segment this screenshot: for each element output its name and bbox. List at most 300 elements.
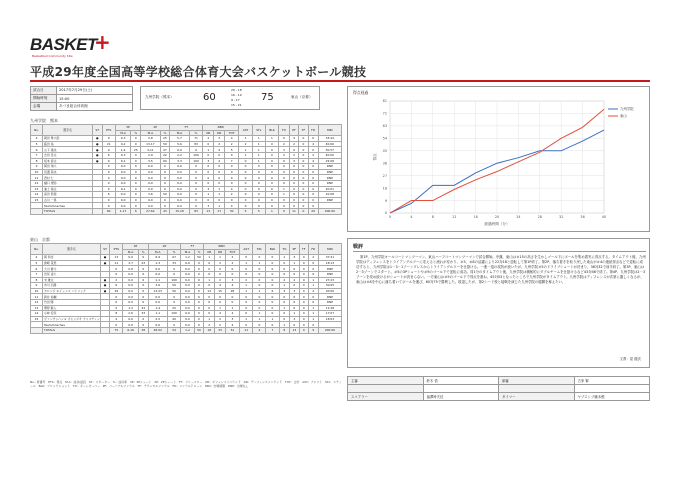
totals-row <box>31 327 342 333</box>
stat-cell: 0 <box>215 294 226 300</box>
stat-cell: 0-3 <box>115 152 131 158</box>
stat-cell: 0 <box>203 164 214 170</box>
stat-cell: 0-0 <box>170 175 189 181</box>
total-cell: TOTALS <box>42 327 100 333</box>
player-row <box>31 316 342 322</box>
stat-cell: 27 <box>160 147 170 153</box>
stat-cell: 1 <box>204 255 215 261</box>
stat-cell: 100 <box>167 311 180 317</box>
x-tick-label: 28 <box>537 215 542 219</box>
stat-cell: 4 <box>308 141 318 147</box>
stat-cell: 0-2 <box>115 141 131 147</box>
x-tick-label: 24 <box>516 215 521 219</box>
stat-cell: 7 <box>31 271 43 277</box>
stat-cell: 1-1 <box>148 311 167 317</box>
official-name: ヤブスシブ藤本俊 <box>574 393 650 401</box>
x-tick-label: 8 <box>431 215 434 219</box>
column-header: RBD <box>203 125 239 131</box>
stat-cell: 0-0 <box>115 197 131 203</box>
stat-cell: 0 <box>102 180 115 186</box>
stat-cell: 1 <box>252 158 265 164</box>
stat-cell: 1 <box>239 316 253 322</box>
stat-cell: 0 <box>225 294 239 300</box>
stat-cell: 0 <box>252 169 265 175</box>
stat-cell: 0 <box>102 175 115 181</box>
game-commentary <box>347 238 650 368</box>
stat-cell: 0 <box>204 260 215 266</box>
stat-cell: 0 <box>102 203 115 209</box>
stat-cell: 0 <box>225 299 239 305</box>
stat-cell: 0 <box>266 322 279 328</box>
total-cell: 11 <box>289 208 299 214</box>
stat-cell: 0-0 <box>181 294 194 300</box>
x-tick-label: 32 <box>559 215 564 219</box>
stat-cell: 1 <box>265 136 278 142</box>
stat-cell: 0-0 <box>141 197 160 203</box>
stat-cell: 2 <box>225 255 239 261</box>
stat-cell: 6 <box>102 152 115 158</box>
x-axis-label: 経過時間（分） <box>484 222 510 226</box>
stat-cell: 小林 宏亮 <box>42 311 100 317</box>
stat-cell: 0 <box>110 294 123 300</box>
stat-cell: 0 <box>266 283 279 289</box>
stat-cell: 56 <box>167 288 180 294</box>
stat-cell: 0-0 <box>170 147 189 153</box>
stat-cell: 0 <box>215 271 226 277</box>
total-cell <box>93 208 103 214</box>
stat-cell: 0 <box>138 283 148 289</box>
stat-cell: 0 <box>102 186 115 192</box>
stat-cell: 0-0 <box>123 271 139 277</box>
stat-cell: 0 <box>265 175 278 181</box>
column-header: 3P <box>123 244 148 250</box>
stat-cell: 6 <box>308 136 318 142</box>
stat-cell: 1 <box>203 192 214 198</box>
stat-cell: 0 <box>308 294 318 300</box>
column-header: MIN <box>318 125 341 136</box>
stat-cell: 0 <box>203 152 214 158</box>
total-cell: 54 <box>167 327 180 333</box>
stat-cell: 0-0 <box>115 180 131 186</box>
stat-cell: 9 <box>31 283 43 289</box>
stat-cell: 50 <box>160 192 170 198</box>
stat-cell: 高田 悠徳 <box>43 192 93 198</box>
stat-cell: 0 <box>299 316 308 322</box>
stat-cell: 2 <box>203 136 214 142</box>
stat-cell: 0 <box>308 186 318 192</box>
stat-cell: 0 <box>160 203 170 209</box>
column-header: 2P <box>148 244 181 250</box>
stat-cell: 0 <box>189 175 203 181</box>
column-header: FT <box>181 244 204 250</box>
stat-cell: 0 <box>299 158 308 164</box>
title-divider <box>30 80 650 82</box>
stat-cell: 0-0 <box>181 305 194 311</box>
stat-cell: 0-0 <box>170 169 189 175</box>
column-header: No. <box>31 125 43 136</box>
stat-cell: DNP <box>318 266 341 272</box>
stat-cell: 13-17 <box>141 141 160 147</box>
stat-cell: 11 <box>31 294 43 300</box>
stat-cell: 0-0 <box>141 186 160 192</box>
stat-cell: 18:03 <box>318 316 341 322</box>
stat-cell: 22 <box>160 152 170 158</box>
logo-plus: + <box>94 30 111 54</box>
stat-cell: 市川 弘陽 <box>42 283 100 289</box>
stat-cell: 0 <box>204 311 215 317</box>
stat-cell: 10:08 <box>318 192 341 198</box>
stat-cell: 1 <box>239 288 253 294</box>
stat-cell: 0 <box>239 299 253 305</box>
stat-cell: 0 <box>131 203 141 209</box>
stat-cell: 0 <box>289 180 299 186</box>
column-header: PF <box>290 244 300 255</box>
stat-cell: 11 <box>31 175 43 181</box>
stat-cell: 0 <box>204 305 215 311</box>
stat-cell: 0 <box>225 271 239 277</box>
stat-cell: 0 <box>290 271 300 277</box>
y-tick-label: 81 <box>382 99 387 104</box>
stat-cell: 0 <box>204 283 215 289</box>
official-name: 福澤時夫佳 <box>423 393 499 401</box>
stat-cell: 0 <box>204 271 215 277</box>
stat-cell: 13 <box>204 288 215 294</box>
stat-cell: ● <box>93 136 103 142</box>
totals-row <box>31 208 342 214</box>
stat-cell: 8 <box>110 311 123 317</box>
stat-cell: 2 <box>289 152 299 158</box>
quarter-scores <box>231 88 242 108</box>
column-header: 選手名 <box>42 244 100 255</box>
total-cell: 200:00 <box>318 208 341 214</box>
stat-cell: 古川 一晃 <box>43 197 93 203</box>
stat-cell: 0 <box>253 299 266 305</box>
column-header: BLK <box>265 125 278 136</box>
stat-cell: 3 <box>279 147 289 153</box>
stat-cell: 0 <box>299 255 308 261</box>
stat-cell: 1 <box>239 152 253 158</box>
stat-cell: 0 <box>110 266 123 272</box>
stat-cell: 9 <box>102 158 115 164</box>
stat-cell: 5 <box>239 255 253 261</box>
stat-cell: 1-3 <box>123 305 139 311</box>
stat-cell: 0 <box>279 164 289 170</box>
stat-cell: 0 <box>160 197 170 203</box>
stat-cell: 6 <box>102 192 115 198</box>
stat-cell: 40:00 <box>318 288 341 294</box>
stat-cell: 2 <box>308 255 318 261</box>
y-tick-label: 63 <box>382 124 387 129</box>
y-tick-label: 36 <box>382 161 387 166</box>
stat-cell: 0 <box>239 266 253 272</box>
stat-cell: 1-3 <box>148 260 167 266</box>
total-cell: 38 <box>138 327 148 333</box>
y-tick-label: 54 <box>382 136 387 141</box>
stat-cell: 3 <box>290 255 300 261</box>
stat-cell: 3 <box>203 186 214 192</box>
stat-cell: 西村 仁 <box>43 175 93 181</box>
column-subheader: OR <box>203 130 214 136</box>
stat-cell: 1-1 <box>148 277 167 283</box>
stat-cell: 3 <box>214 136 225 142</box>
stat-cell: 0 <box>279 311 289 317</box>
quarter-score: 15 - 21 <box>231 103 242 107</box>
stat-cell: 9 <box>102 136 115 142</box>
stat-cell: 1 <box>279 192 289 198</box>
stat-cell: 0 <box>308 271 318 277</box>
stat-cell: 0 <box>308 322 318 328</box>
stat-cell: 田尻 凌大 <box>42 271 100 277</box>
stat-cell: カロンジ ホイェンス パトリック <box>42 288 100 294</box>
stat-cell: 0 <box>289 169 299 175</box>
column-subheader: M-A <box>170 130 189 136</box>
stat-cell: 0 <box>194 305 204 311</box>
stat-cell: 5 <box>31 260 43 266</box>
official-role: タイマー <box>499 393 575 401</box>
commentary-divider <box>353 251 646 252</box>
total-cell: 75 <box>110 327 123 333</box>
stat-cell: 0 <box>299 186 308 192</box>
stat-cell: 0-0 <box>181 260 194 266</box>
total-cell: 8 <box>279 327 289 333</box>
site-logo <box>30 30 111 58</box>
stat-cell: 2 <box>279 277 289 283</box>
stat-cell: DNP <box>318 175 341 181</box>
stat-cell: 0 <box>214 175 225 181</box>
stat-cell: 0 <box>265 147 278 153</box>
stat-cell: 33 <box>167 260 180 266</box>
info-key: 試合日 <box>31 87 57 95</box>
stat-cell: 13 <box>31 305 43 311</box>
stat-cell: 0 <box>299 197 308 203</box>
stat-cell: 3-7 <box>123 260 139 266</box>
stat-cell: 1 <box>239 260 253 266</box>
stat-cell: 0 <box>189 180 203 186</box>
stat-cell: 0 <box>279 266 289 272</box>
game-info-table <box>30 86 133 111</box>
y-tick-label: 0 <box>384 211 387 216</box>
total-cell: 0 <box>299 327 308 333</box>
stat-cell: 1 <box>252 152 265 158</box>
stat-cell: 7 <box>31 152 43 158</box>
stat-cell: 2 <box>215 260 226 266</box>
stat-cell: 0 <box>299 169 308 175</box>
total-cell: 6 <box>131 208 141 214</box>
total-cell: 4 <box>253 327 266 333</box>
officials-table <box>347 376 650 401</box>
official-role: 主審 <box>348 377 424 385</box>
column-header: STL <box>253 244 266 255</box>
stat-cell: ● <box>100 255 109 261</box>
stat-cell: 0 <box>266 311 279 317</box>
stat-cell: 0 <box>279 271 289 277</box>
stat-cell: 0 <box>308 197 318 203</box>
stat-cell: 40:00 <box>318 152 341 158</box>
stat-cell: 0 <box>289 186 299 192</box>
stat-cell: 1-4 <box>115 147 131 153</box>
stat-cell: 0 <box>204 294 215 300</box>
stat-cell: 0 <box>252 180 265 186</box>
stat-cell: 3 <box>289 158 299 164</box>
stat-cell: 0 <box>290 299 300 305</box>
stat-cell: 0-0 <box>123 294 139 300</box>
scoreboard <box>140 86 320 110</box>
stat-cell: 0-0 <box>148 299 167 305</box>
stat-cell: 0-0 <box>170 180 189 186</box>
column-header: MIN <box>318 244 341 255</box>
stat-cell: 25 <box>131 147 141 153</box>
stat-cell: 0-0 <box>181 283 194 289</box>
stat-cell: 0 <box>308 169 318 175</box>
official-role: 副審 <box>499 377 575 385</box>
stat-cell: 0-2 <box>115 158 131 164</box>
total-cell: 7 <box>266 327 279 333</box>
stat-cell: 0 <box>279 299 289 305</box>
stat-cell: 0 <box>289 197 299 203</box>
stat-cell: 0 <box>203 180 214 186</box>
stat-cell: 3-3 <box>170 158 189 164</box>
y-tick-label: 18 <box>382 186 387 191</box>
stat-cell: 0 <box>299 294 308 300</box>
stat-cell: 4 <box>225 311 239 317</box>
column-subheader: % <box>167 249 180 255</box>
legend-label: 東山 <box>620 114 627 119</box>
column-header: TO <box>279 244 289 255</box>
stat-cell: 0 <box>266 299 279 305</box>
stat-cell: 0 <box>253 271 266 277</box>
stat-cell: 0 <box>299 203 308 209</box>
stat-cell: 0-0 <box>170 197 189 203</box>
stat-cell: 0 <box>279 260 289 266</box>
stat-cell: 0 <box>189 192 203 198</box>
stat-cell: 2 <box>289 141 299 147</box>
stat-cell: 10 <box>31 288 43 294</box>
stat-cell: 0 <box>266 305 279 311</box>
stat-cell: 0 <box>299 283 308 289</box>
column-header: AST <box>239 244 253 255</box>
stat-cell: 2-8 <box>141 136 160 142</box>
info-key: 会場 <box>31 103 57 111</box>
stat-cell: 13 <box>110 255 123 261</box>
stat-cell: 27:23 <box>318 277 341 283</box>
stat-cell: 3 <box>203 203 214 209</box>
column-header: PTS <box>110 244 123 255</box>
stat-cell: 6 <box>31 147 43 153</box>
total-cell: 60 <box>102 208 115 214</box>
stat-cell: 1 <box>253 288 266 294</box>
stat-cell: 0 <box>131 186 141 192</box>
stat-cell: 0 <box>253 266 266 272</box>
x-tick-label: 40 <box>601 215 607 219</box>
column-subheader: M-A <box>141 130 160 136</box>
total-cell <box>31 208 43 214</box>
stat-cell: 5-7 <box>170 136 189 142</box>
stat-cell: 0 <box>253 283 266 289</box>
stat-cell: 0 <box>225 266 239 272</box>
stat-cell: 田邉 菊也 <box>43 169 93 175</box>
total-cell: TOTALS <box>43 208 93 214</box>
logo-subtitle: Basketball Community Site <box>32 54 73 58</box>
stat-cell: 0 <box>131 141 141 147</box>
stat-cell: 0 <box>204 266 215 272</box>
stat-cell: 0 <box>265 180 278 186</box>
total-cell: 33 <box>215 327 226 333</box>
stat-cell: 0-0 <box>181 288 194 294</box>
stat-cell: 30:05 <box>318 283 341 289</box>
stat-cell: 15 <box>31 316 43 322</box>
column-header: PF <box>289 125 299 136</box>
stat-cell: 2 <box>308 152 318 158</box>
stat-cell: 0 <box>290 294 300 300</box>
column-subheader: % <box>194 249 204 255</box>
column-subheader: DR <box>215 249 226 255</box>
team1-label: 九州学院 熊本 <box>30 118 58 123</box>
stat-cell: 0 <box>290 266 300 272</box>
stat-cell: 2 <box>215 277 226 283</box>
stat-cell: 0 <box>239 169 253 175</box>
stat-cell: 2 <box>214 141 225 147</box>
stat-cell: 山下 義也 <box>43 147 93 153</box>
stat-cell: 0 <box>204 299 215 305</box>
stat-cell: 4 <box>225 203 239 209</box>
stat-cell: 0 <box>215 299 226 305</box>
stat-cell: 0-0 <box>123 322 139 328</box>
stat-cell: 2 <box>308 288 318 294</box>
legend-label: 九州学院 <box>620 107 634 112</box>
stat-cell: 4 <box>110 316 123 322</box>
stat-cell: 3-5 <box>141 158 160 164</box>
stat-cell: 0 <box>299 180 308 186</box>
stat-cell: 0 <box>299 322 308 328</box>
stat-cell: 4 <box>225 186 239 192</box>
stat-cell: 0 <box>102 164 115 170</box>
stat-cell: 0 <box>308 192 318 198</box>
stat-cell: 0 <box>252 175 265 181</box>
team1-box-score <box>30 124 342 215</box>
stat-cell: 2 <box>279 152 289 158</box>
stat-cell: 0 <box>167 266 180 272</box>
column-subheader: M-A <box>181 249 194 255</box>
stat-cell: 2 <box>204 322 215 328</box>
total-cell: 6-16 <box>123 327 139 333</box>
stat-cell: 0 <box>160 186 170 192</box>
stat-cell: DNP <box>318 294 341 300</box>
stat-cell: 0 <box>102 169 115 175</box>
total-cell: 30 <box>225 208 239 214</box>
stat-cell: 1 <box>239 136 253 142</box>
stat-cell: 岡田 隼大郎 <box>43 136 93 142</box>
stat-cell: 0 <box>189 169 203 175</box>
stat-cell: 1 <box>253 316 266 322</box>
stat-cell: 0-0 <box>141 169 160 175</box>
stat-cell: 0-0 <box>181 316 194 322</box>
stat-cell: 浦上 裕太 <box>43 186 93 192</box>
stat-cell: 0-0 <box>170 203 189 209</box>
stat-cell: 0 <box>167 271 180 277</box>
y-tick-label: 72 <box>382 111 387 116</box>
stat-cell: 藤田 祐 <box>43 141 93 147</box>
stat-cell: 0-0 <box>141 175 160 181</box>
stat-cell: 12 <box>31 299 43 305</box>
stat-cell: 0 <box>290 322 300 328</box>
stat-cell: 59 <box>160 141 170 147</box>
stat-cell: 0 <box>160 180 170 186</box>
column-subheader: % <box>189 130 203 136</box>
stat-cell: 0 <box>225 164 239 170</box>
stat-cell: 18:13 <box>318 260 341 266</box>
total-cell: 9 <box>308 327 318 333</box>
column-header: ST <box>93 125 103 136</box>
